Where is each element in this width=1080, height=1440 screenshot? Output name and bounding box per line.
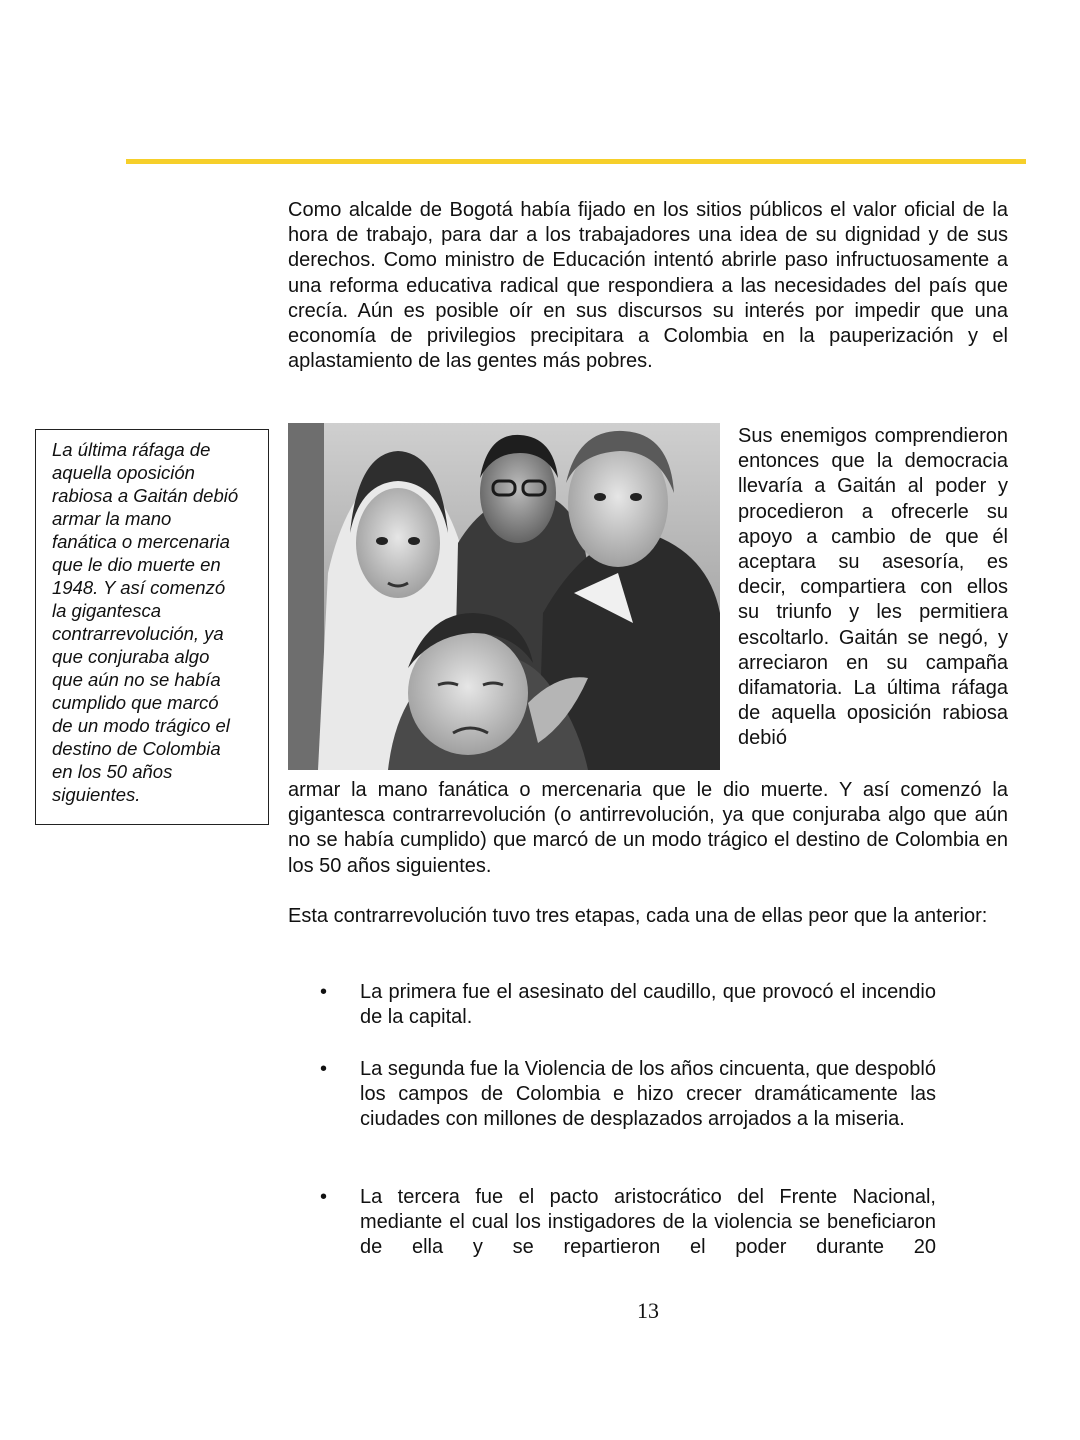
paragraph-stages-intro: Esta contrarrevolución tuvo tres etapas, cada una de ellas peor que la anterior:	[288, 905, 988, 927]
bullet-list-item-3	[320, 1185, 936, 1261]
historical-photo	[288, 423, 720, 770]
pull-quote-box	[35, 429, 269, 825]
paragraph-wrapped-text: Sus enemigos comprendieron entonces que la democracia llevaría a Gaitán al poder y procedieron a ofrecerle su apoyo a cambio de que él aceptara su asesoría, es decir, compartiera con ellos su triunfo y les permitiera escoltarlo. Gaitán se negó, y arreciaron en su campaña difamatoria. La última ráfaga de aquella oposición rabiosa debió	[738, 425, 1008, 750]
page-number: 13	[637, 1298, 659, 1323]
header-accent-rule	[126, 159, 1026, 164]
bullet-list-item-2	[320, 1057, 936, 1133]
photo-illustration	[288, 423, 720, 770]
paragraph-intro: Como alcalde de Bogotá había fijado en los sitios públicos el valor oficial de la hora de trabajo, para dar a los trabajadores una idea de su dignidad y de sus derechos. Como ministro de Educación intentó abrirle paso infructuosamente a una reforma educativa radical que respondiera a las necesidades del país que crecía. Aún es posible oír en sus discursos su interés por impedir que una economía de privilegios precipitara a Colombia en la pauperización y el aplastamiento de las gentes más pobres.	[288, 199, 1008, 373]
list-item: • La primera fue el asesinato del caudillo, que provocó el incendio de la capital.	[320, 980, 936, 1030]
list-item: • La tercera fue el pacto aristocrático del Frente Nacional, mediante el cual los instigadores de la violencia se beneficiaron de ella y se repartieron el poder durante 20	[320, 1185, 936, 1261]
pull-quote-text: La última ráfaga de aquella oposición rabiosa a Gaitán debió armar la mano fanática o mercenaria que le dio muerte en 1948. Y así comenzó la gigantesca contrarrevolución, ya que conjuraba algo que aún no se había cumplido que marcó de un modo trágico el destino de Colombia en los 50 años siguientes.	[52, 439, 239, 805]
list-item: • La segunda fue la Violencia de los años cincuenta, que despobló los campos de Colombia e hizo crecer dramáticamente las ciudades con millones de desplazados arrojados a la miseria.	[320, 1057, 936, 1133]
paragraph-continued: armar la mano fanática o mercenaria que le dio muerte. Y así comenzó la gigantesca contrarrevolución (o antirrevolución, ya que conjuraba algo que aún no se había cumplido) que marcó de un modo trágico el destino de Colombia en los 50 años siguientes.	[288, 779, 1008, 877]
bullet-list-item-1	[320, 980, 936, 1030]
